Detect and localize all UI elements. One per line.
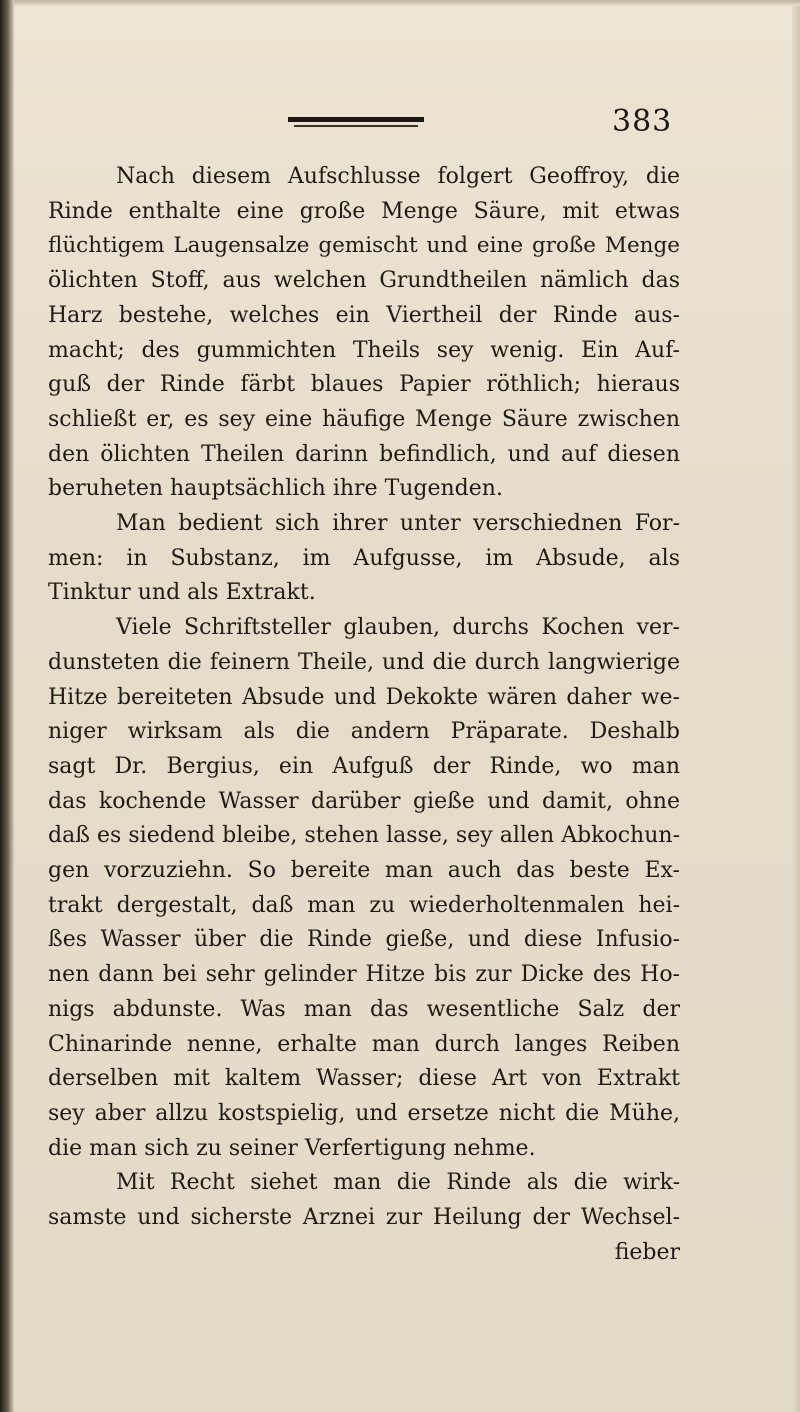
text-line: derselben mit kaltem Wasser; diese Art von Extrakt (48, 1066, 680, 1092)
text-line: den ölichten Theilen darinn befindlich, und auf diesen (48, 441, 680, 467)
binding-edge (0, 0, 14, 1412)
text-line: sagt Dr. Bergius, ein Aufguß der Rinde, wo man (48, 753, 680, 779)
text-line: dunsteten die feinern Theile, und die durch langwierige (48, 649, 680, 675)
text-line: das kochende Wasser darüber gieße und damit, ohne (48, 788, 680, 814)
text-line: ßes Wasser über die Rinde gieße, und diese Infusio- (48, 927, 680, 953)
page-edge (792, 0, 800, 1412)
body-text (48, 160, 680, 1271)
text-line: flüchtigem Laugensalze gemischt und eine große Menge (48, 233, 680, 259)
text-line: Harz bestehe, welches ein Viertheil der Rinde aus- (48, 302, 680, 328)
text-line: nen dann bei sehr gelinder Hitze bis zur Dicke des Ho- (48, 962, 680, 988)
text-line: men: in Substanz, im Aufgusse, im Absude, als (48, 545, 680, 571)
text-line: guß der Rinde färbt blaues Papier röthlich; hieraus (48, 372, 680, 398)
text-line: schließt er, es sey eine häufige Menge Säure zwischen (48, 406, 680, 432)
text-line: Hitze bereiteten Absude und Dekokte wären daher we- (48, 684, 680, 710)
text-line: nigs abdunste. Was man das wesentliche Salz der (48, 996, 680, 1022)
text-line: Viele Schriftsteller glauben, durchs Kochen ver- (116, 615, 680, 641)
text-line: die man sich zu seiner Verfertigung nehme. (48, 1135, 536, 1161)
top-edge (14, 0, 800, 6)
header-ornament-rule (288, 117, 424, 129)
text-line: trakt dergestalt, daß man zu wiederholtenmalen hei- (48, 892, 680, 918)
text-line: niger wirksam als die andern Präparate. Deshalb (48, 719, 680, 745)
text-line: macht; des gummichten Theils sey wenig. Ein Auf- (48, 337, 680, 363)
text-line: Rinde enthalte eine große Menge Säure, mit etwas (48, 198, 680, 224)
text-line: samste und sicherste Arznei zur Heilung der Wechsel- (48, 1205, 680, 1231)
text-line: sey aber allzu kostspielig, und ersetze nicht die Mühe, (48, 1100, 680, 1126)
text-line: gen vorzuziehn. So bereite man auch das beste Ex- (48, 858, 680, 884)
page-number: 383 (612, 104, 673, 139)
text-line: ölichten Stoff, aus welchen Grundtheilen nämlich das (48, 268, 680, 294)
text-line: daß es siedend bleibe, stehen lasse, sey allen Abkochun- (48, 823, 680, 849)
text-line: Nach diesem Aufschlusse folgert Geoffroy, die (116, 164, 680, 189)
text-line: beruheten hauptsächlich ihre Tugenden. (48, 476, 503, 502)
catchword: fieber (614, 1239, 680, 1265)
text-line: Mit Recht siehet man die Rinde als die wirk- (116, 1170, 680, 1196)
text-line: Tinktur und als Extrakt. (48, 580, 316, 606)
text-line: Chinarinde nenne, erhalte man durch langes Reiben (48, 1031, 680, 1057)
text-line: Man bedient sich ihrer unter verschiednen For- (116, 511, 680, 537)
